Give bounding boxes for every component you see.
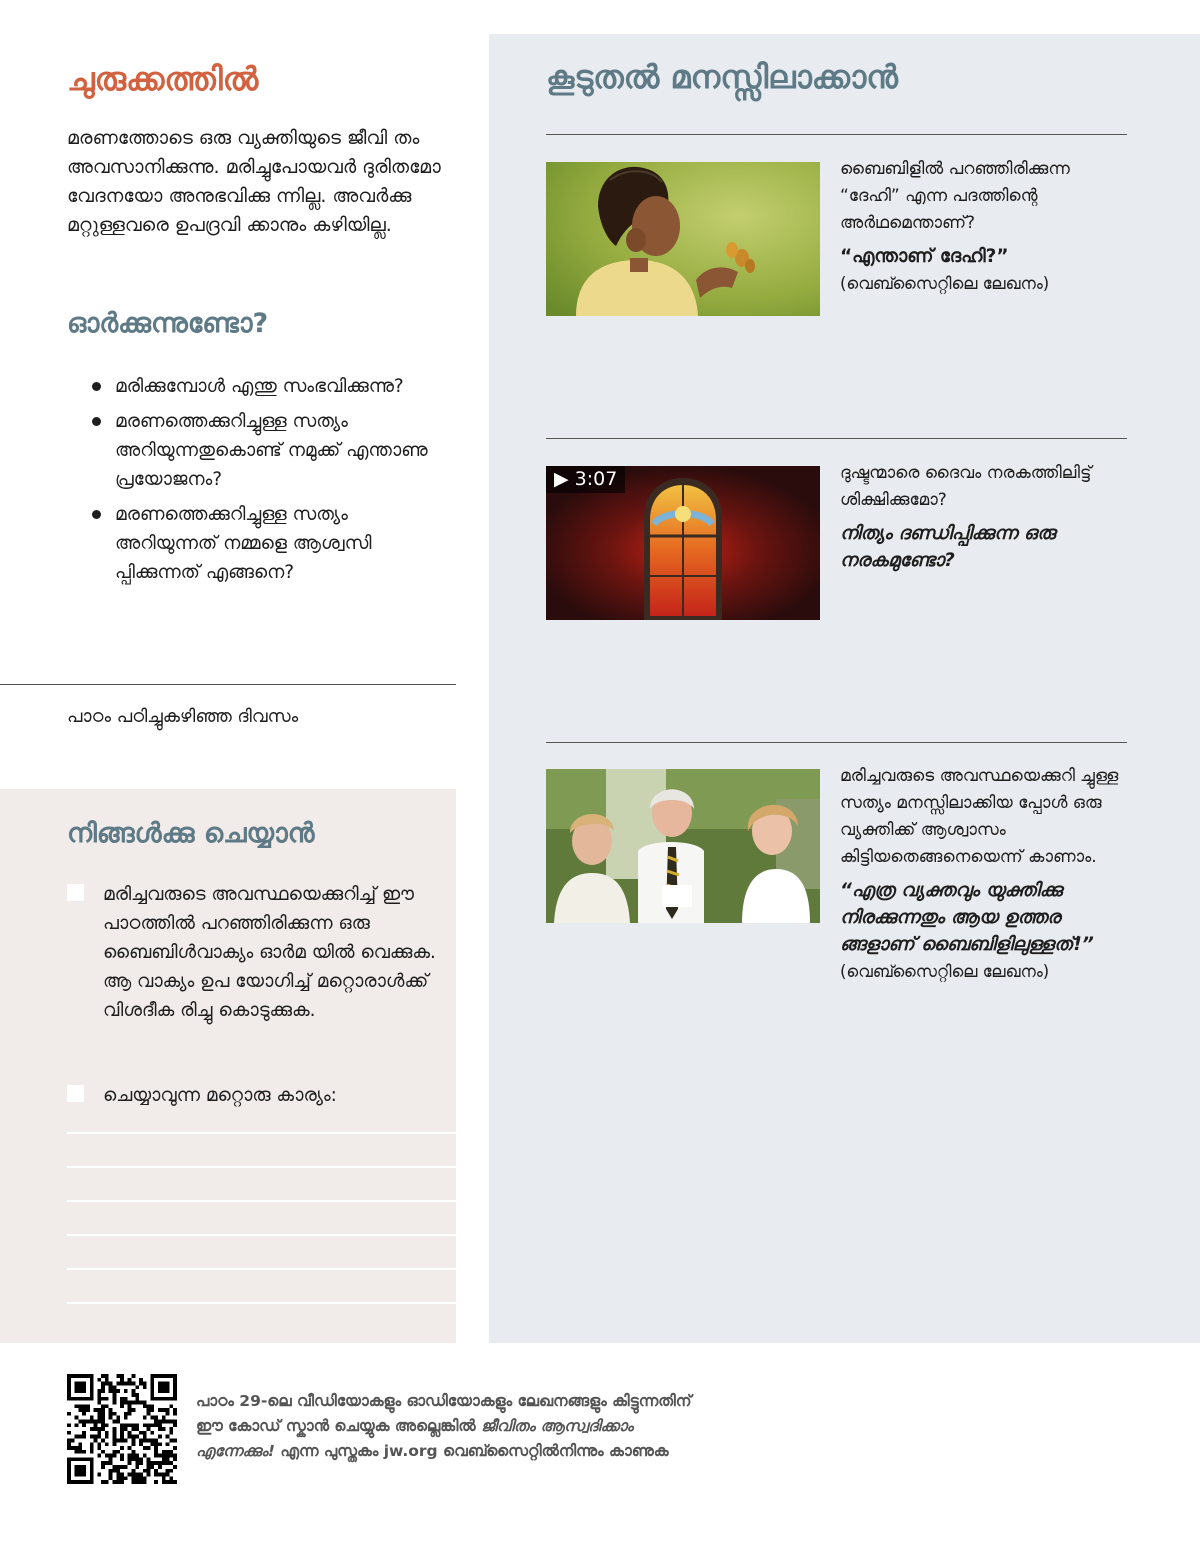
bullet-icon bbox=[92, 510, 101, 519]
review-question: മരിക്കുമ്പോൾ എന്തു സംഭവിക്കുന്നു? bbox=[92, 372, 432, 401]
entry-comfort-article bbox=[840, 763, 1130, 985]
source-label: (വെബ്സൈറ്റിലെ ലേഖനം) bbox=[840, 274, 1050, 293]
video-duration-badge: ▶ 3:07 bbox=[546, 466, 625, 493]
checkbox[interactable] bbox=[67, 1085, 84, 1102]
girl-butterfly-thumbnail[interactable] bbox=[546, 162, 820, 316]
entry-divider bbox=[546, 134, 1127, 135]
remember-heading: ഓർക്കുന്നുണ്ടോ? bbox=[67, 308, 269, 339]
writing-line[interactable] bbox=[67, 1166, 456, 1168]
completion-date-label: പാഠം പഠിച്ചുകഴിഞ്ഞ ദിവസം bbox=[67, 706, 299, 727]
conversation-thumbnail[interactable] bbox=[546, 769, 820, 923]
review-question-list bbox=[92, 372, 432, 593]
article-title-link[interactable]: “എത്ര വ്യക്തവും യുക്തിക്കു നിരക്കുന്നതും ആയ ഉത്തര ങ്ങളാണ് ബൈബിളിലുള്ളത്!” bbox=[840, 880, 1094, 955]
todo-item-memorize-verse[interactable]: മരിച്ചവരുടെ അവസ്ഥയെക്കുറിച്ച് ഈ പാഠത്തിൽ പറഞ്ഞിരിക്കുന്ന ഒരു ബൈബിൾവാക്യം ഓർമ യിൽ വെക്കുക. ആ വാക്യം ഉപ യോഗിച്ച് മറ്റൊരാൾക്ക് വിശദീക രിച്ചു കൊടുക്കുക. bbox=[67, 880, 437, 1025]
summary-text: മരണത്തോടെ ഒരു വ്യക്തിയുടെ ജീവി തം അവസാനിക്കുന്നു. മരിച്ചുപോയവർ ദുരിതമോ വേദനയോ അനുഭവിക്കു ന്നില്ല. അവർക്കു മറ്റുള്ളവരെ ഉപദ്രവി ക്കാനും കഴിയില്ല. bbox=[67, 127, 441, 236]
qr-code[interactable] bbox=[67, 1374, 177, 1484]
writing-line[interactable] bbox=[67, 1268, 456, 1270]
writing-line[interactable] bbox=[67, 1200, 456, 1202]
entry-question: മരിച്ചവരുടെ അവസ്ഥയെക്കുറി ച്ചുള്ള സത്യം മനസ്സിലാക്കിയ പ്പോൾ ഒരു വ്യക്തിക്ക് ആശ്വാസം കിട്ടിയതെങ്ങനെയെന്ന് കാണാം. bbox=[840, 766, 1119, 867]
writing-line[interactable] bbox=[67, 1234, 456, 1236]
book-title: ജീവിതം ആസ്വദിക്കാം എന്നേക്കും! bbox=[196, 1417, 634, 1460]
entry-question: ദുഷ്ടന്മാരെ ദൈവം നരകത്തിലിട്ട് ശിക്ഷിക്കുമോ? bbox=[840, 463, 1092, 510]
bullet-icon bbox=[92, 382, 101, 391]
entry-soul-article bbox=[840, 156, 1130, 297]
article-title-link[interactable]: “എന്താണ് ദേഹി?” bbox=[840, 246, 1009, 267]
checkbox[interactable] bbox=[67, 884, 84, 901]
summary-heading: ചുരുക്കത്തിൽ bbox=[67, 60, 259, 98]
hell-video-thumbnail[interactable] bbox=[546, 466, 820, 620]
video-title-link[interactable]: നിത്യം ദണ്ഡിപ്പിക്കുന്ന ഒരു നരകമുണ്ടോ? bbox=[840, 523, 1056, 571]
writing-line[interactable] bbox=[67, 1302, 456, 1304]
bullet-icon bbox=[92, 417, 101, 426]
entry-divider bbox=[546, 438, 1127, 439]
entry-question: ബൈബിളിൽ പറഞ്ഞിരിക്കുന്ന “ദേഹി” എന്ന പദത്തിന്റെ അർഥമെന്താണ്? bbox=[840, 159, 1070, 233]
entry-hell-video bbox=[840, 460, 1130, 574]
todo-heading: നിങ്ങൾക്കു ചെയ്യാൻ bbox=[67, 818, 315, 849]
entry-divider bbox=[546, 742, 1127, 743]
date-divider bbox=[0, 684, 456, 685]
left-column bbox=[0, 0, 456, 1343]
todo-item-other[interactable]: ചെയ്യാവുന്ന മറ്റൊരു കാര്യം: bbox=[67, 1081, 437, 1110]
todo-panel bbox=[0, 789, 456, 1343]
writing-line[interactable] bbox=[67, 1132, 456, 1134]
footer-note: പാഠം 29-ലെ വീഡിയോകളും ഓഡിയോകളും ലേഖനങ്ങളും കിട്ടുന്നതിന് ഈ കോഡ് സ്കാൻ ചെയ്യുക അല്ലെങ്കിൽ ജീവിതം ആസ്വദിക്കാം എന്നേക്കും! എന്ന പുസ്തകം jw.org വെബ്സൈറ്റിൽനിന്നും കാണുക bbox=[196, 1392, 692, 1460]
review-question: മരണത്തെക്കുറിച്ചുള്ള സത്യം അറിയുന്നതുകൊണ്ട് നമുക്ക് എന്താണു പ്രയോജനം? bbox=[92, 407, 432, 494]
source-label: (വെബ്സൈറ്റിലെ ലേഖനം) bbox=[840, 962, 1050, 981]
learn-more-heading: കൂടുതൽ മനസ്സിലാക്കാൻ bbox=[546, 58, 898, 96]
review-question: മരണത്തെക്കുറിച്ചുള്ള സത്യം അറിയുന്നത് നമ്മളെ ആശ്വസി പ്പിക്കുന്നത് എങ്ങനെ? bbox=[92, 500, 432, 587]
